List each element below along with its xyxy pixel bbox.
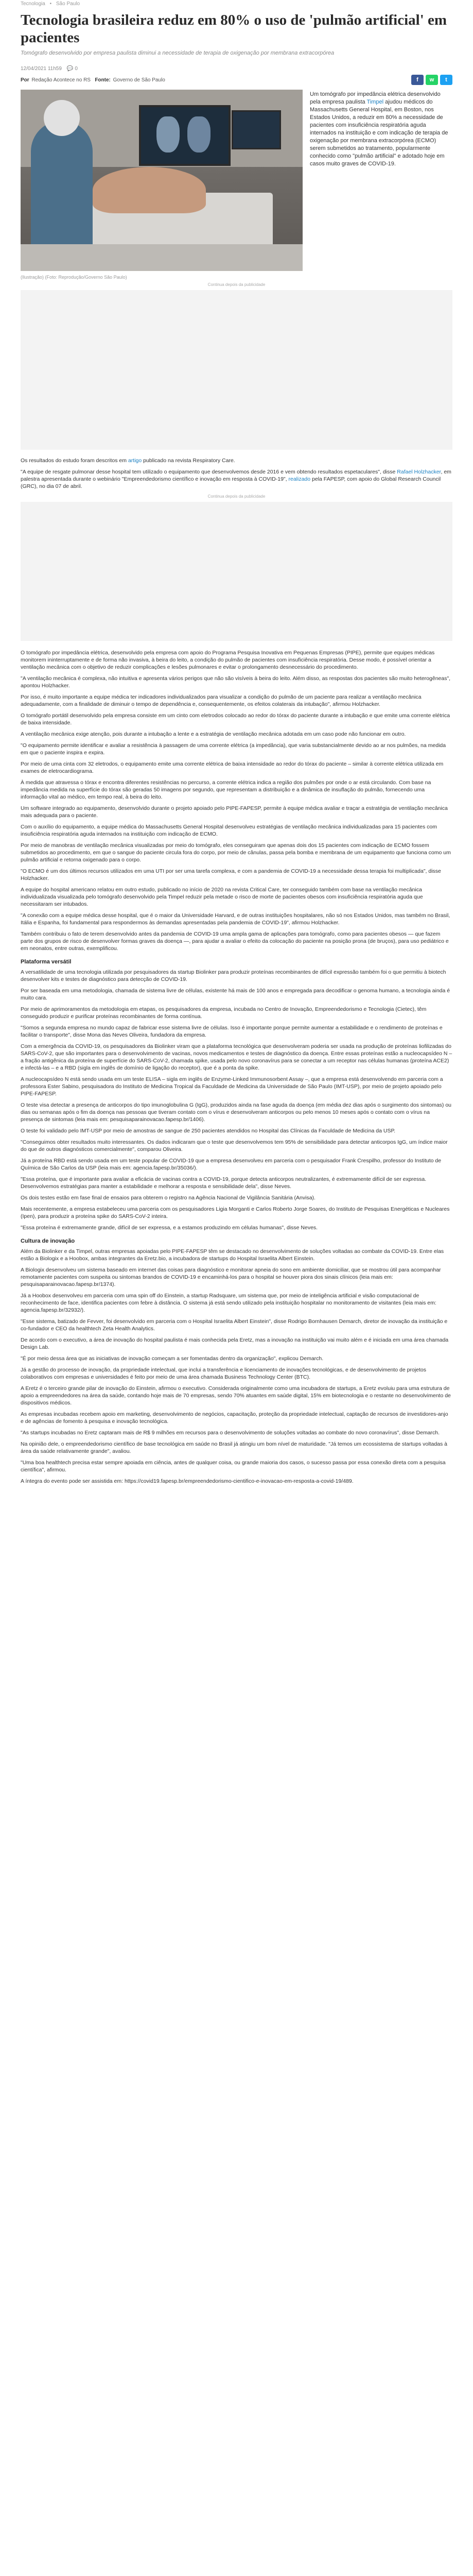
body-paragraph: Também contribuiu o fato de terem desenvolvido antes da pandemia de COVID-19 uma ampla gama de aplicações para tomógrafo, como para pacientes obesos — que fazem parte dos grupos de risco de desenvolver formas graves da doença —, para ajudar a avaliar o efeito da colocação do paciente na posição prona (de bruços), para uso pediátrico e em neonatos, entre outras, exemplificou. <box>21 931 449 952</box>
comment-count[interactable] <box>67 66 78 72</box>
comment-count-value: 0 <box>75 65 78 72</box>
author-label: Por <box>21 77 29 83</box>
lead-section <box>21 90 452 280</box>
body-paragraph: Além da Biolinker e da Timpel, outras empresas apoiadas pelo PIPE-FAPESP têm se destacado no desenvolvimento de soluções voltadas ao combate da COVID-19. Entre elas estão a Biologix e a Hoobox, ambas integrantes da Eretz.bio, a incubadora de startups do Hospital Israelita Albert Einstein. <box>21 1248 444 1262</box>
body-paragraph: "Esse sistema, batizado de Fevver, foi desenvolvido em parceria com o Hospital Israelita Albert Einstein", disse Rodrigo Bornhausen Demarch, diretor de inovação da instituição e co-fundador e CEO da healthtech Zeta Health Analytics. <box>21 1318 448 1332</box>
body-paragraph: Já a Hoobox desenvolveu em parceria com uma spin off do Einstein, a startup Radsquare, um sistema que, por meio de inteligência artificial e visão computacional de reconhecimento de face, identifica pacientes com febre à distância. O sistema já está sendo utilizado pela instituição hospitalar no monitoramento de visitantes (leia mais em: agencia.fapesp.br/32932/). <box>21 1293 436 1313</box>
article-title: Tecnologia brasileira reduz em 80% o uso de 'pulmão artificial' em pacientes <box>21 12 447 46</box>
article-subtitle: Tomógrafo desenvolvido por empresa paulista diminui a necessidade de terapia de oxigenação por membrana extracorpórea <box>21 50 335 56</box>
body-paragraph: Já a gestão do processo de inovação, da propriedade intelectual, que inclui a transferência e licenciamento de inovações tecnológicas, e de desenvolvimento de projetos colaborativos com empresas e universidades é feito por meio de uma área chamada Business Technology Center (BTC). <box>21 1367 427 1380</box>
lead-photo-column <box>21 90 303 280</box>
holzhacker-link[interactable]: Rafael Holzhacker <box>397 469 441 475</box>
category-tag[interactable]: Tecnologia <box>21 1 45 7</box>
body-paragraph: O tomógrafo por impedância elétrica, desenvolvido pela empresa com apoio do Programa Pesquisa Inovativa em Pequenas Empresas (PIPE), permite que equipes médicas monitorem ininterruptamente e de forma não invasiva, à beira do leito, a condição do pulmão de pacientes com insuficiência respiratória. Desse modo, é possível orientar a ventilação mecânica com o objetivo de reduzir complicações e lesões pulmonares e evitar o prolongamento desnecessário do procedimento. <box>21 650 435 670</box>
section-heading: Plataforma versátil <box>21 959 72 965</box>
photo-monitor <box>139 105 231 166</box>
body-paragraph: O tomógrafo portátil desenvolvido pela empresa consiste em um cinto com eletrodos colocado ao redor do tórax do paciente durante a intubação e que emite uma corrente elétrica de baixa intensidade. <box>21 713 450 726</box>
body-paragraph: A Eretz é o terceiro grande pilar de inovação do Einstein, afirmou o executivo. Considerada originalmente como uma incubadora de startups, a Eretz evoluiu para uma estrutura de apoio a empreendedores na área da saúde, contando hoje mais de 70 empresas, sendo 70% atuantes em saúde digital, 15% em biotecnologia e o restante no desenvolvimento de dispositivos médicos. <box>21 1385 451 1406</box>
body-paragraph: "Somos a segunda empresa no mundo capaz de fabricar esse sistema livre de células. Isso é importante porque permite aumentar a estabilidade e o rendimento de proteínas e facilitar o transporte", disse Mona das Neves Oliveira, fundadora da empresa. <box>21 1025 443 1038</box>
results-paragraph: Os resultados do estudo foram descritos em artigo publicado na revista Respiratory Care. <box>21 457 235 464</box>
twitter-share-button[interactable] <box>440 75 452 85</box>
body-paragraph: Por isso, é muito importante a equipe médica ter indicadores individualizados para visualizar a condição do pulmão de um paciente para realizar a ventilação mecânica adequadamente, com a finalidade de diminuir o tempo de dependência e, consequentemente, os efeitos colaterais da intubação", afirmou Holzhacker. <box>21 694 422 707</box>
ad-placeholder[interactable] <box>21 502 452 641</box>
body-paragraph: Já a proteína RBD está sendo usada em um teste popular de COVID-19 que a empresa desenvolveu em parceria com o pesquisador Frank Crespilho, professor do Instituto de Química de São Carlos da USP (leia mais em: agencia.fapesp.br/35036/). <box>21 1158 442 1171</box>
body-paragraph: "Essa proteína é extremamente grande, difícil de ser expressa, e a estamos produzindo em células humanas", disse Neves. <box>21 1225 318 1231</box>
author-name: Redação Acontece no RS <box>31 77 91 83</box>
author-row <box>21 74 452 86</box>
body-paragraph: "A conexão com a equipe médica desse hospital, que é o maior da Universidade Harvard, e de outras instituições hospitalares, não só nos Estados Unidos, mas também no Brasil, Itália e Espanha, foi fundamental para respondermos às demandas apresentadas pela pandemia de COVID-19", afirmou Holzhacker. <box>21 912 450 926</box>
body-paragraph: De acordo com o executivo, a área de inovação do hospital paulista é mais conhecida pela Eretz, mas a inovação na instituição vai muito além e é iniciada em uma área chamada Design Lab. <box>21 1337 449 1350</box>
body-paragraph: "A ventilação mecânica é complexa, não intuitiva e apresenta vários perigos que não são visíveis à beira do leito. Além disso, as respostas dos pacientes são muito heterogêneas", apontou Holzhacker. <box>21 675 451 689</box>
body-paragraph: Os dois testes estão em fase final de ensaios para obterem o registro na Agência Nacional de Vigilância Sanitária (Anvisa). <box>21 1195 316 1201</box>
body-paragraph: O teste visa detectar a presença de anticorpos do tipo imunoglobulina G (IgG), produzidos ainda na fase aguda da doença (em média dez dias após o surgimento dos sintomas) ou dias ou semanas após o fim da doença nas pessoas que tiveram contato com o vírus e desenvolveram anticorpos ou pelo menos 10 meses após o contato com o vírus na presença de sintomas (leia mais em: pesquisaparainovacao.fapesp.br/1406). <box>21 1102 451 1123</box>
quote-paragraph: "A equipe de resgate pulmonar desse hospital tem utilizado o equipamento que desenvolvemos desde 2016 e vem obtendo resultados espetaculares", disse Rafael Holzhacker, em palestra apresentada durante o webinário "Empreendedorismo científico e inovação em resposta à COVID-19", realizado pela FAPESP, com apoio do Global Research Council (GRC), no dia 07 de abril. <box>21 469 451 489</box>
body-paragraph: Com a emergência da COVID-19, os pesquisadores da Biolinker viram que a plataforma tecnológica que desenvolveram poderia ser usada na produção de proteínas liofilizadas do SARS-CoV-2, que são importantes para o desenvolvimento de vacinas, novos medicamentos e testes de diagnóstico da doença. Entre essas proteínas estão a nucleocapsídeo N – a fração antigênica da proteína de superfície do SARS-CoV-2, chamada spike, usada pelo novo coronavírus para se conectar a um receptor nas células humanas (proteína ACE2) e infectá-las – e a RBD (sigla em inglês de domínio de ligação do receptor), que é a ponta da spike. <box>21 1043 452 1071</box>
facebook-share-button[interactable] <box>411 75 424 85</box>
publish-date: 12/04/2021 11h59 <box>21 65 62 72</box>
body-paragraph: A íntegra do evento pode ser assistida em: https://covid19.fapesp.br/empreendedorismo-cientifico-e-inovacao-em-resposta-a-covid-19/489. <box>21 1478 354 1484</box>
body-paragraph: O teste foi validado pelo IMT-USP por meio de amostras de sangue de 250 pacientes atendidos no Hospital das Clínicas da Faculdade de Medicina da USP. <box>21 1128 396 1134</box>
body-paragraph: "O equipamento permite identificar e avaliar a resistência à passagem de uma corrente elétrica (a impedância), que varia substancialmente devido ao ar nos pulmões, na medida em que o paciente inspira e expira. <box>21 742 446 756</box>
category-tag[interactable]: São Paulo <box>56 1 80 7</box>
body-paragraph: Por meio de uma cinta com 32 eletrodos, o equipamento emite uma corrente elétrica de baixa intensidade ao redor do tórax do paciente – similar à corrente elétrica utilizada em exames de eletrocardiograma. <box>21 761 444 774</box>
article-body <box>21 649 452 1485</box>
body-paragraph: Por ser baseada em uma metodologia, chamada de sistema livre de células, existente há mais de 100 anos e empregada para decodificar o genoma humano, a tecnologia ainda é muito cara. <box>21 988 450 1001</box>
category-breadcrumb <box>21 0 452 10</box>
body-paragraph: "Conseguimos obter resultados muito interessantes. Os dados indicaram que o teste que desenvolvemos tem 95% de sensibilidade para detectar anticorpos IgG, um índice maior do que de outros diagnósticos comercialmente", comparou Oliveira. <box>21 1139 448 1153</box>
photo-caption: (Ilustração) (Foto: Reprodução/Governo São Paulo) <box>21 275 127 280</box>
photo-sheet <box>21 244 303 271</box>
body-paragraph: A versatilidade de uma tecnologia utilizada por pesquisadores da startup Biolinker para produzir proteínas recombinantes de difícil expressão também foi o que permitiu à biotech desenvolver kits e testes de diagnóstico para detecção de COVID-19. <box>21 969 446 982</box>
ad-placeholder[interactable] <box>21 290 452 450</box>
source-label: Fonte: <box>95 77 111 83</box>
body-paragraph: Com o auxílio do equipamento, a equipe médica do Massachusetts General Hospital desenvolveu estratégias de ventilação mecânica individualizadas para 15 pacientes com insuficiência respiratória aguda internados na instituição com indicação de ECMO. <box>21 824 437 837</box>
category-separator: • <box>49 1 52 7</box>
article-link[interactable]: artigo <box>128 457 142 464</box>
body-paragraph: A Biologix desenvolveu um sistema baseado em internet das coisas para diagnóstico e monitorar apneia do sono em ambiente domiciliar, que se mostrou útil para acompanhar remotamente pacientes com suspeita ou sintomas brandos de COVID-19 e encaminhá-los para o hospital se houver piora dos sinais clínicos (leia mais em: pesquisaparainovacao.fapesp.br/1374). <box>21 1267 441 1287</box>
photo-doctor-head <box>44 100 80 136</box>
photo-monitor-small <box>232 110 281 149</box>
body-paragraph: Por meio de manobras de ventilação mecânica visualizadas por meio do tomógrafo, eles conseguiram que apenas dois dos 15 pacientes com indicação de ECMO fossem submetidos ao procedimento, em que o sangue do paciente circula fora do corpo, por meio de cânulas, passa pela bomba e membrana de um equipamento que funciona como um pulmão artificial e retorna oxigenado para o corpo. <box>21 842 451 863</box>
webinar-link[interactable]: realizado <box>288 476 311 482</box>
body-paragraph: "Uma boa healthtech precisa estar sempre apoiada em ciência, antes de qualquer coisa, ou grande maioria dos casos, o sucesso passa por essa conexão direta com a pesquisa científica", afirmou. <box>21 1460 446 1473</box>
ad-label: Continua depois da publicidade <box>207 494 266 499</box>
twitter-icon: t <box>445 77 447 83</box>
byline <box>21 77 165 83</box>
article-meta <box>21 63 452 74</box>
comment-icon: 💬 <box>66 65 74 72</box>
body-paragraph: Mais recentemente, a empresa estabeleceu uma parceria com os pesquisadores Ligia Morganti e Carlos Roberto Jorge Soares, do Instituto de Pesquisas Energéticas e Nucleares (Ipen), para produzir a proteína spike do SARS-CoV-2 inteira. <box>21 1206 450 1219</box>
body-paragraph: As empresas incubadas recebem apoio em marketing, desenvolvimento de negócios, capacitação, proteção da propriedade intelectual, captação de recursos de investidores-anjo e de agências de fomento à pesquisa e inovação tecnológica. <box>21 1411 448 1425</box>
photo-patient <box>93 167 206 213</box>
source-name: Governo de São Paulo <box>113 77 165 83</box>
body-paragraph: Por meio de aprimoramentos da metodologia em etapas, os pesquisadores da empresa, incubada no Centro de Inovação, Empreendedorismo e Tecnologia (Cietec), têm conseguido produzir e purificar proteínas recombinantes de forma contínua. <box>21 1006 427 1020</box>
facebook-icon: f <box>416 77 418 83</box>
section-heading: Cultura de inovação <box>21 1238 75 1244</box>
share-buttons <box>411 75 452 85</box>
body-paragraph: "É por meio dessa área que as iniciativas de inovação começam a ser fomentadas dentro da organização", explicou Demarch. <box>21 1355 324 1362</box>
body-paragraph: À medida que atravessa o tórax e encontra diferentes resistências no percurso, a corrente elétrica indica a região dos pulmões por onde o ar está circulando. Com base na impedância medida na superfície do tórax são geradas 50 imagens por segundo, que representam a distribuição e a dinâmica de insuflação do pulmão, fornecendo uma informação vital ao médico, em tempo real, à beira do leito. <box>21 779 431 800</box>
lead-photo <box>21 90 303 271</box>
body-paragraph: "O ECMO é um dos últimos recursos utilizados em uma UTI por ser uma tarefa complexa, e com a pandemia de COVID-19 a necessidade dessa terapia foi multiplicada", disse Holzhacker. <box>21 868 441 882</box>
body-paragraph: "Essa proteína, que é importante para avaliar a eficácia de vacinas contra a COVID-19, porque detecta anticorpos neutralizantes, é extremamente difícil de ser expressa. Desenvolvemos estratégias para manter a estabilidade e melhorar a resposta e sensibilidade dela", disse Neves. <box>21 1176 427 1190</box>
body-paragraph: Um software integrado ao equipamento, desenvolvido durante o projeto apoiado pelo PIPE-FAPESP, permite à equipe médica avaliar e traçar a estratégia de ventilação mecânica mais adequada para o paciente. <box>21 805 448 819</box>
body-paragraph: A ventilação mecânica exige atenção, pois durante a intubação a lente e a estratégia de ventilação mecânica adotada em um caso pode não funcionar em outro. <box>21 731 406 737</box>
body-paragraph: "As startups incubadas no Eretz captaram mais de R$ 9 milhões em recursos para o desenvolvimento de soluções voltadas ao combate do novo coronavírus", disse Demarch. <box>21 1430 440 1436</box>
timpel-link[interactable]: Timpel <box>366 99 384 105</box>
whatsapp-share-button[interactable] <box>426 75 438 85</box>
body-paragraph: Na opinião dele, o empreendedorismo científico de base tecnológica em saúde no Brasil já atingiu um bom nível de maturidade. "Já temos um ecossistema de startups voltadas à área da saúde relativamente grande", avaliou. <box>21 1441 448 1454</box>
results-section <box>21 457 452 490</box>
whatsapp-icon: w <box>429 77 434 83</box>
body-paragraph: A nucleocapsídeo N está sendo usada em um teste ELISA – sigla em inglês de Enzyme-Linked Immunosorbent Assay –, que a empresa está desenvolvendo em parceria com a professora Ester Sabino, pesquisadora do Instituto de Medicina Tropical da Faculdade de Medicina da Universidade de São Paulo (IMT-USP), por meio de projeto apoiado pelo PIPE-FAPESP. <box>21 1076 443 1097</box>
lead-paragraph: Um tomógrafo por impedância elétrica desenvolvido pela empresa paulista Timpel ajudou médicos do Massachusetts General Hospital, em Boston, nos Estados Unidos, a reduzir em 80% a necessidade de pacientes com insuficiência respiratória aguda internados na instituição e com indicação de terapia de oxigenação por membrana extracorpórea (ECMO) serem submetidos ao tratamento, popularmente conhecido como "pulmão artificial" e adotado hoje em casos muito graves de COVID-19. <box>310 91 448 167</box>
body-paragraph: A equipe do hospital americano relatou em outro estudo, publicado no início de 2020 na revista Critical Care, ter conseguido também com base na ventilação mecânica individualizada visualizada pelo tomógrafo desenvolvido pela Timpel reduzir pela metade o risco de morte de pacientes obesos com insuficiência respiratória aguda que necessitaram ser intubados. <box>21 887 423 907</box>
ad-label: Continua depois da publicidade <box>207 282 266 287</box>
